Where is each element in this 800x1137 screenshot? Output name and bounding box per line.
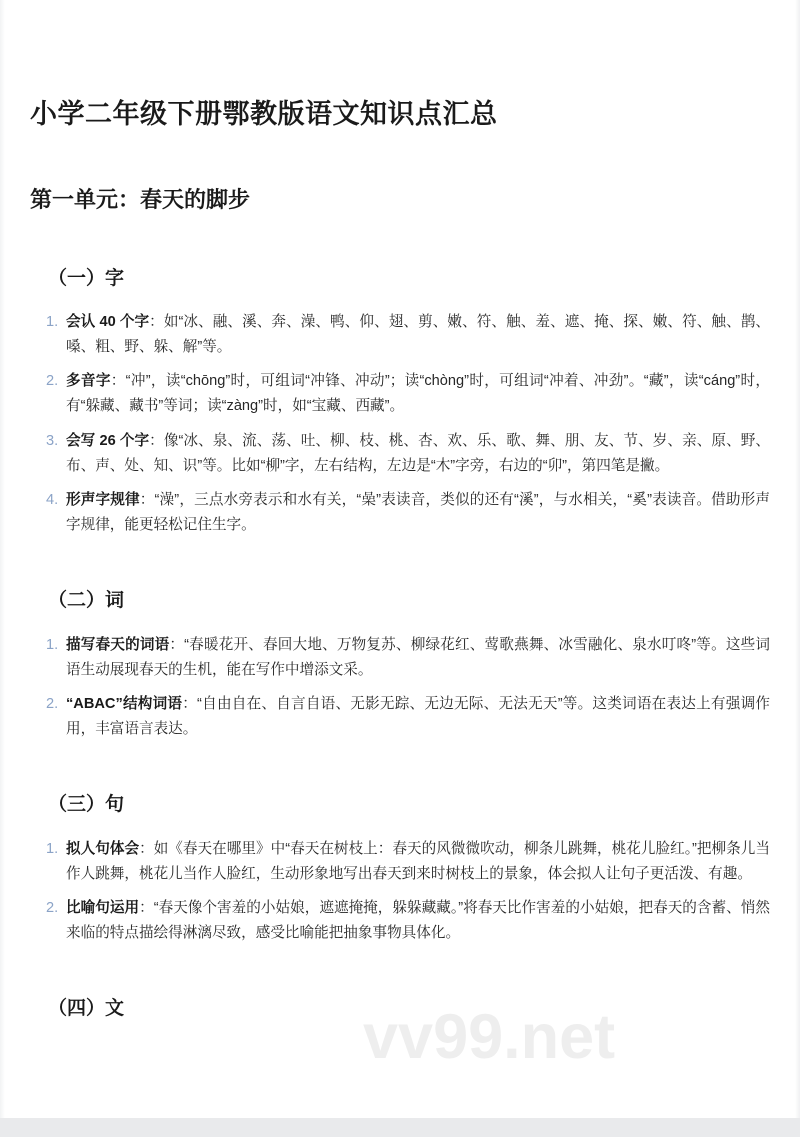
list-item bbox=[30, 896, 770, 946]
list-item-body: ：像“冰、泉、流、荡、吐、柳、枝、桃、杏、欢、乐、歌、舞、朋、友、节、岁、亲、原、野、布、声、处、知、识”等。比如“柳”字，左右结构，左边是“木”字旁，右边的“卯”，第四笔是撇。 bbox=[66, 432, 770, 474]
list-item-body: ：“冲”，读“chōng”时，可组词“冲锋、冲动”；读“chòng”时，可组词“冲着、冲劲”。“藏”，读“cáng”时，有“躲藏、藏书”等词；读“zàng”时，如“宝藏、西藏”。 bbox=[66, 373, 770, 415]
list-item-term: 比喻句运用 bbox=[66, 899, 140, 916]
page-title: 小学二年级下册鄂教版语文知识点汇总 bbox=[30, 99, 498, 129]
page-bottom-edge bbox=[0, 1118, 800, 1137]
list-item-body: ：“澡”，三点水旁表示和水有关，“喿”表读音，类似的还有“溪”，与水相关，“奚”表读音。借助形声字规律，能更轻松记住生字。 bbox=[66, 491, 770, 533]
list-item bbox=[30, 692, 770, 742]
list-item bbox=[30, 633, 770, 683]
list-item bbox=[30, 488, 770, 538]
list-item bbox=[30, 369, 770, 419]
list-item-body: ：“春天像个害羞的小姑娘，遮遮掩掩，躲躲藏藏。”将春天比作害羞的小姑娘，把春天的含蓄、悄然来临的特点描绘得淋漓尽致，感受比喻能把抽象事物具体化。 bbox=[66, 899, 770, 941]
list-item-body: ：如“冰、融、溪、奔、澡、鸭、仰、翅、剪、嫩、符、触、羞、遮、掩、探、嫩、符、触、鹊、嗓、粗、野、躲、解”等。 bbox=[66, 314, 770, 356]
section-heading-ci: （二）词 bbox=[48, 589, 125, 611]
section-heading-ju: （三）句 bbox=[48, 793, 125, 815]
list-item-body: ：如《春天在哪里》中“春天在树枝上：春天的风微微吹动，柳条儿跳舞，桃花儿脸红。”把柳条儿当作人跳舞，桃花儿当作人脸红，生动形象地写出春天到来时树枝上的景象，体会拟人让句子更活泼、有趣。 bbox=[66, 840, 770, 882]
list-item-body: ：“自由自在、自言自语、无影无踪、无边无际、无法无天”等。这类词语在表达上有强调作用，丰富语言表达。 bbox=[66, 695, 770, 737]
list-item bbox=[30, 429, 770, 479]
list-item-term: 会写 26 个字 bbox=[66, 432, 150, 449]
list-item-term: 描写春天的词语 bbox=[66, 636, 170, 653]
list-item-term: 多音字 bbox=[66, 373, 111, 390]
list-item-term: 形声字规律 bbox=[66, 491, 140, 508]
knowledge-list-ju bbox=[30, 819, 770, 946]
list-item bbox=[30, 837, 770, 887]
section-heading-wen: （四）文 bbox=[48, 997, 125, 1019]
list-item-body: ：“春暖花开、春回大地、万物复苏、柳绿花红、莺歌燕舞、冰雪融化、泉水叮咚”等。这些词语生动展现春天的生机，能在写作中增添文采。 bbox=[66, 636, 770, 678]
watermark: vv99.net bbox=[363, 1002, 616, 1072]
list-item bbox=[30, 310, 770, 360]
knowledge-list-zi bbox=[30, 292, 770, 538]
list-item-term: 拟人句体会 bbox=[66, 840, 140, 857]
unit-heading: 第一单元：春天的脚步 bbox=[30, 186, 251, 212]
list-item-term: 会认 40 个字 bbox=[66, 314, 150, 331]
section-heading-zi: （一）字 bbox=[48, 267, 125, 289]
list-item-term: “ABAC”结构词语 bbox=[66, 695, 183, 712]
knowledge-list-ci bbox=[30, 615, 770, 742]
document-content bbox=[30, 0, 770, 1022]
